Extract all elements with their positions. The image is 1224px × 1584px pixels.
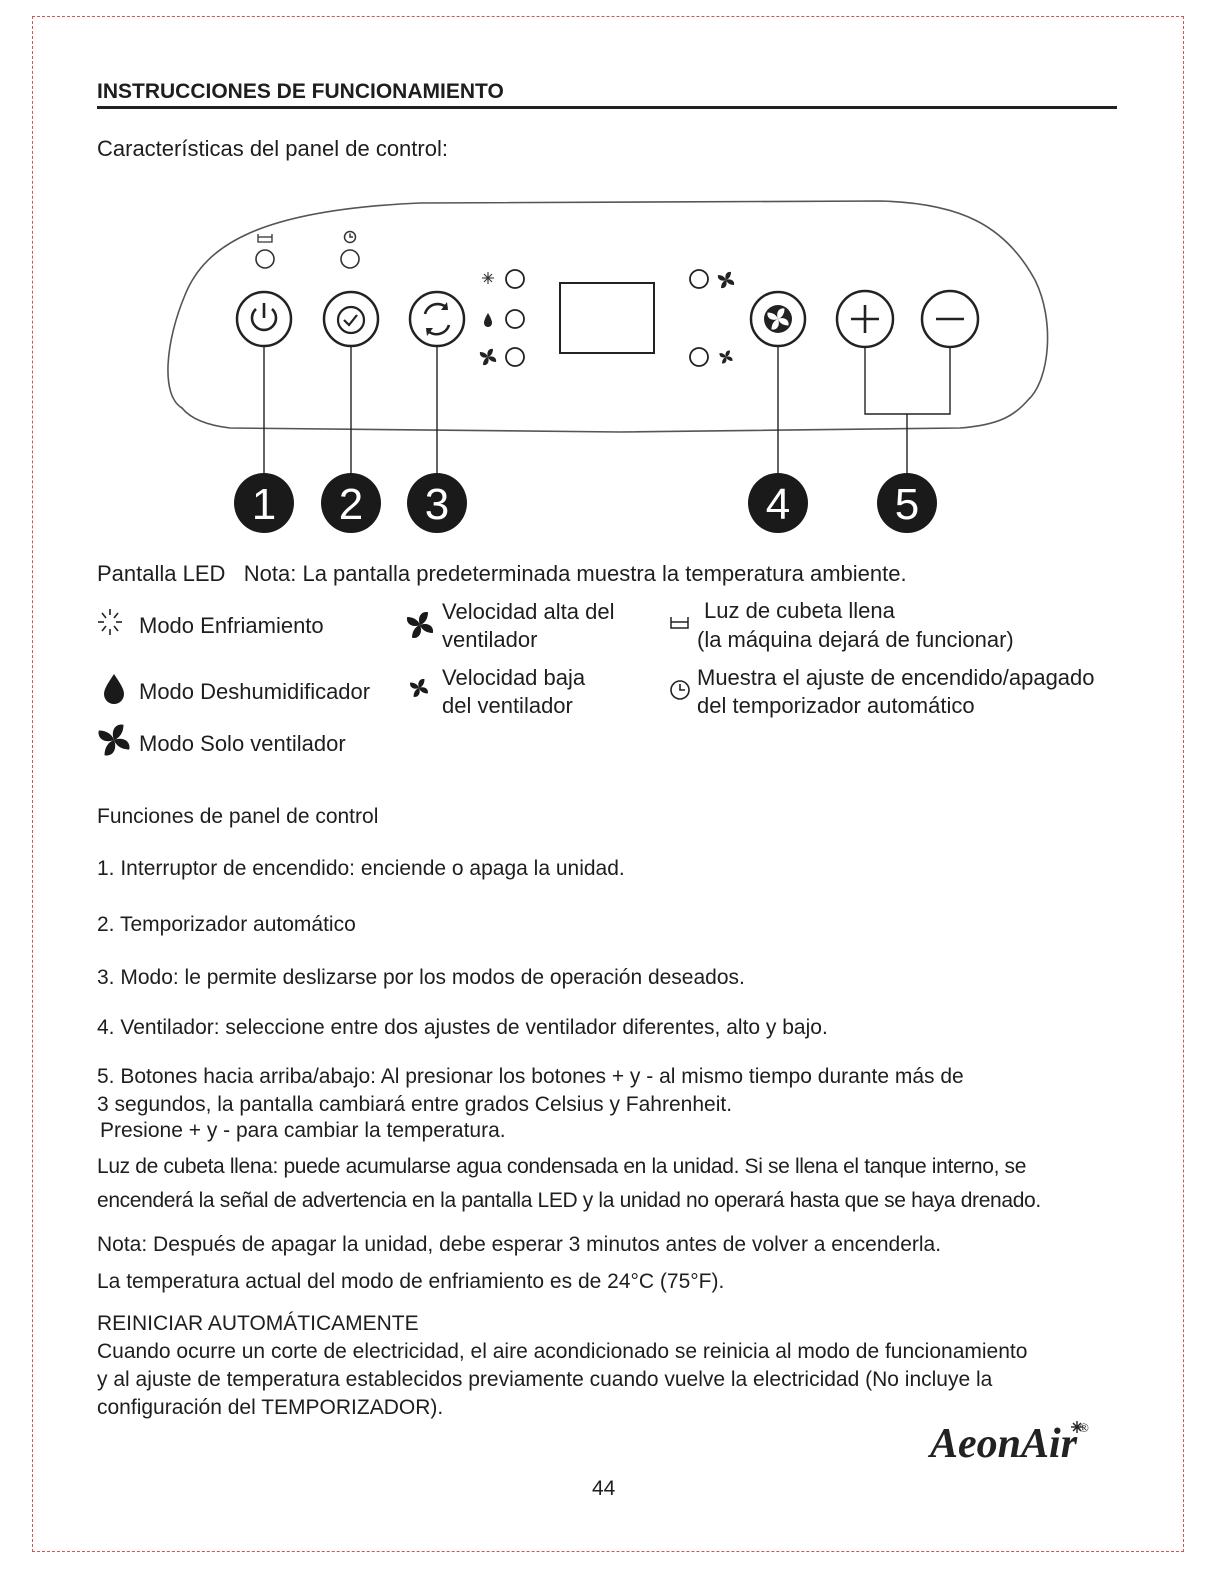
dehumidifier-mode-icon	[104, 674, 124, 704]
led-note-label: Pantalla LED	[97, 561, 226, 586]
high-fan-led	[690, 270, 708, 288]
minus-button[interactable]	[922, 291, 978, 347]
high-fan-speed-icon	[407, 612, 433, 638]
bucket-full-indicator-icon	[258, 234, 272, 242]
plus-button[interactable]	[837, 291, 893, 347]
brand-name: AeonAir	[930, 1421, 1078, 1467]
high-fan-speed-label-2: ventilador	[442, 627, 538, 652]
timer-led	[341, 250, 359, 268]
high-fan-speed-label-1: Velocidad alta del	[442, 599, 615, 624]
function-item-3: 3. Modo: le permite deslizarse por los modos de operación deseados.	[97, 966, 745, 989]
mode-button[interactable]	[410, 292, 464, 346]
callout-5: 5	[894, 480, 920, 529]
callout-4: 4	[765, 480, 791, 529]
page-number: 44	[592, 1477, 616, 1500]
fan-only-mode-icon	[99, 725, 130, 756]
timer-button[interactable]	[324, 292, 378, 346]
function-item-5-line-1: 5. Botones hacia arriba/abajo: Al presionar los botones + y - al mismo tiempo durante más de	[97, 1065, 964, 1088]
bucket-note-line-1: Luz de cubeta llena: puede acumularse agua condensada en la unidad. Si se llena el tanque interno, se	[97, 1155, 1027, 1178]
function-item-1: 1. Interruptor de encendido: enciende o apaga la unidad.	[97, 857, 625, 880]
auto-restart-line-3: configuración del TEMPORIZADOR).	[97, 1396, 444, 1419]
fan-only-led	[506, 348, 524, 366]
low-fan-indicator-icon	[719, 350, 732, 363]
high-fan-indicator-icon	[718, 272, 734, 288]
fan-only-mode-label: Modo Solo ventilador	[139, 731, 346, 756]
cooling-indicator-icon	[482, 272, 494, 284]
auto-restart-line-2: y al ajuste de temperatura establecidos previamente cuando vuelve la electricidad (No incluye la	[97, 1368, 993, 1391]
dehumidify-indicator-icon	[484, 313, 492, 327]
functions-heading: Funciones de panel de control	[97, 805, 379, 828]
function-item-5-line-3: Presione + y - para cambiar la temperatura.	[100, 1119, 506, 1142]
fan-button[interactable]	[751, 292, 805, 346]
page-subtitle: Características del panel de control:	[97, 136, 448, 161]
function-item-4: 4. Ventilador: seleccione entre dos ajustes de ventilador diferentes, alto y bajo.	[97, 1016, 828, 1039]
brand-logo	[930, 1420, 1089, 1468]
callout-2: 2	[338, 480, 364, 529]
leader-lines	[264, 346, 950, 476]
low-fan-led	[690, 348, 708, 366]
led-note	[97, 561, 907, 587]
bucket-full-label-2: (la máquina dejará de funcionar)	[697, 627, 1014, 652]
auto-restart-line-1: Cuando ocurre un corte de electricidad, el aire acondicionado se reinicia al modo de funcionamiento	[97, 1340, 1028, 1363]
function-item-2: 2. Temporizador automático	[97, 913, 356, 936]
callout-1: 1	[251, 480, 277, 529]
bucket-full-icon	[671, 617, 688, 628]
low-fan-speed-label-1: Velocidad baja	[442, 665, 586, 690]
low-fan-speed-label-2: del ventilador	[442, 693, 573, 718]
cooling-mode-icon	[98, 609, 122, 635]
auto-restart-heading: REINICIAR AUTOMÁTICAMENTE	[97, 1312, 419, 1335]
power-button[interactable]	[237, 292, 291, 346]
bucket-full-led	[256, 250, 274, 268]
function-item-5-line-2: 3 segundos, la pantalla cambiará entre grados Celsius y Fahrenheit.	[97, 1093, 733, 1116]
page-title: INSTRUCCIONES DE FUNCIONAMIENTO	[97, 80, 1117, 109]
cooling-mode-label: Modo Enfriamiento	[139, 613, 324, 638]
registered-mark: ®	[1079, 1420, 1089, 1435]
panel-outline	[168, 201, 1048, 432]
timer-label-1: Muestra el ajuste de encendido/apagado	[697, 665, 1095, 690]
cooling-led	[506, 270, 524, 288]
led-display	[560, 283, 654, 353]
fan-only-indicator-icon	[480, 349, 496, 365]
bucket-note-line-2: encenderá la señal de advertencia en la pantalla LED y la unidad no operará hasta que se haya drenado.	[97, 1189, 1041, 1212]
low-fan-speed-icon	[410, 679, 428, 697]
timer-label-2: del temporizador automático	[697, 693, 975, 718]
restart-wait-note: Nota: Después de apagar la unidad, debe esperar 3 minutos antes de volver a encenderla.	[97, 1233, 942, 1256]
dehumidifier-mode-label: Modo Deshumidificador	[139, 679, 371, 704]
snowflake-icon	[1070, 1420, 1084, 1434]
cooling-temp-note: La temperatura actual del modo de enfriamiento es de 24°C (75°F).	[97, 1270, 725, 1293]
callout-3: 3	[424, 480, 450, 529]
timer-indicator-icon	[345, 232, 356, 243]
led-note-text: Nota: La pantalla predeterminada muestra la temperatura ambiente.	[243, 561, 907, 586]
control-panel-diagram	[0, 0, 1224, 560]
dehumidify-led	[506, 310, 524, 328]
timer-icon	[671, 681, 689, 699]
bucket-full-label-1: Luz de cubeta llena	[704, 598, 895, 623]
